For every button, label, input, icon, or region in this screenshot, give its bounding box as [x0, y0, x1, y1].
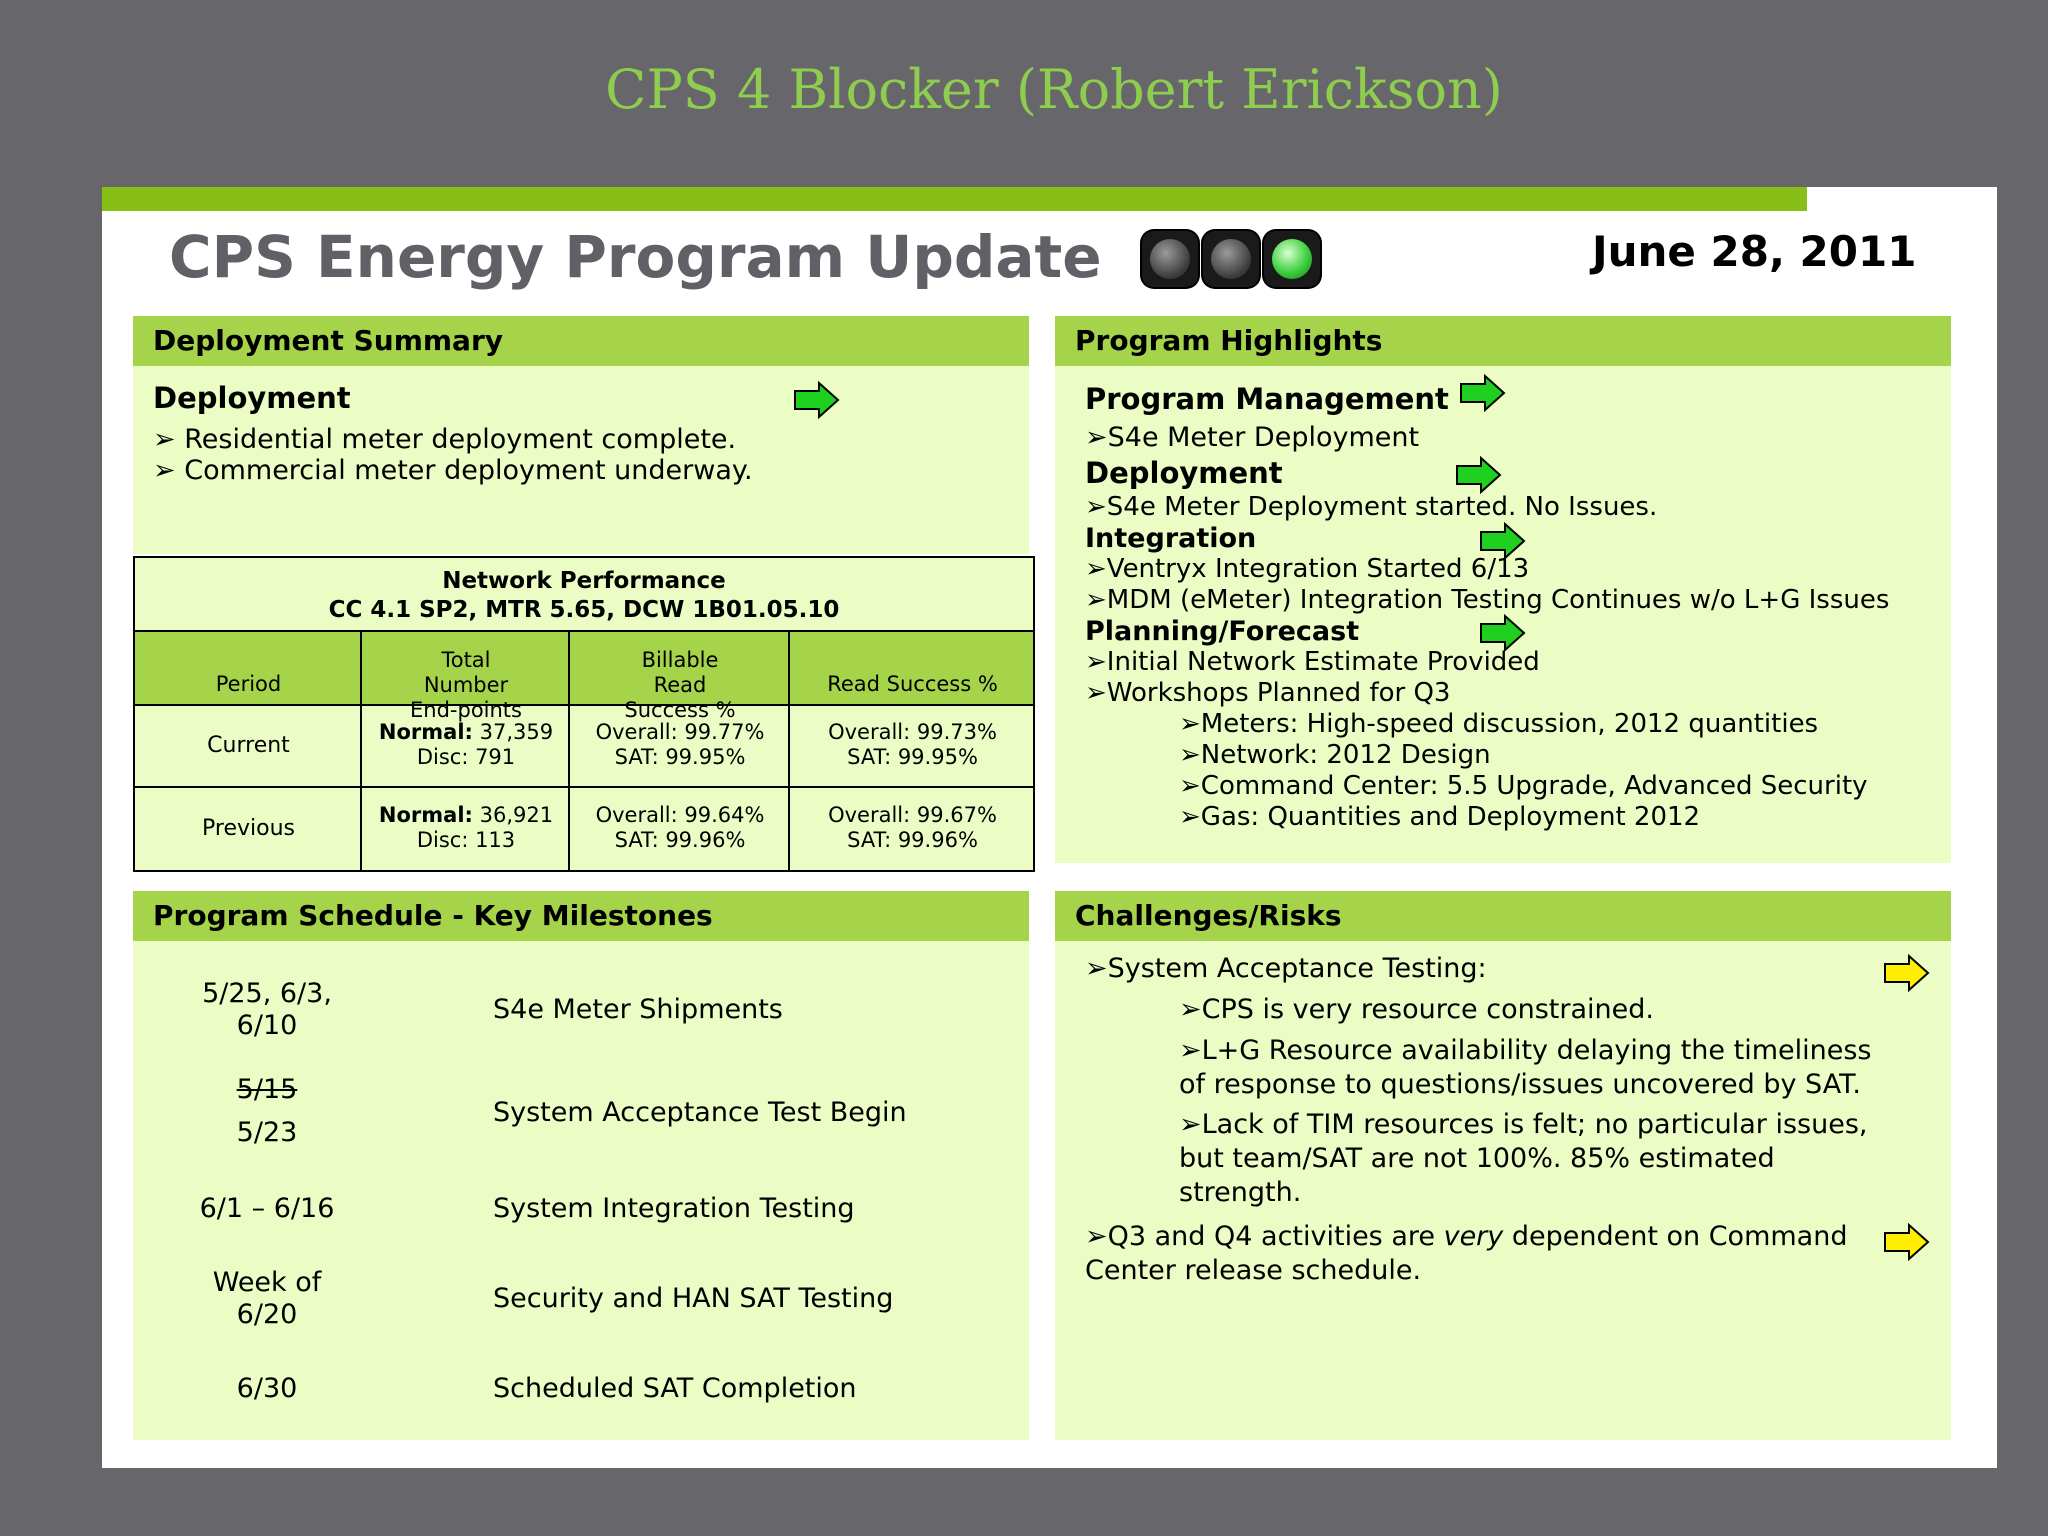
section-title: Planning/Forecast: [1085, 616, 1360, 647]
challenges-risks-panel: [1055, 891, 1951, 1440]
panel-heading: Deployment Summary: [133, 316, 1029, 366]
list-item: ➢Gas: Quantities and Deployment 2012: [1179, 802, 1701, 832]
list-item: ➢Network: 2012 Design: [1179, 740, 1491, 770]
list-item: ➢Lack of TIM resources is felt; no particular issues,: [1179, 1109, 1868, 1140]
table-cell-period: Previous: [202, 816, 295, 841]
table-cell-read: Overall: 99.67% SAT: 99.96%: [828, 803, 997, 852]
list-item: ➢L+G Resource availability delaying the timeliness: [1179, 1035, 1872, 1066]
program-schedule-panel: [133, 891, 1029, 1440]
program-highlights-panel: [1055, 316, 1951, 863]
milestone-date: 6/30: [236, 1373, 298, 1404]
column-header: Read Success %: [827, 672, 998, 696]
traffic-light-yellow: [1203, 231, 1259, 287]
list-item: ➢Workshops Planned for Q3: [1085, 678, 1451, 708]
network-performance-table: [133, 556, 1035, 872]
table-cell-endpoints: Normal: 37,359 Disc: 791: [378, 720, 554, 769]
report-date: June 28, 2011: [1592, 227, 1917, 276]
milestone-date: 5/23: [236, 1117, 298, 1148]
list-item: ➢S4e Meter Deployment started. No Issues.: [1085, 492, 1658, 522]
yellow-arrow-icon: [1883, 1223, 1931, 1261]
list-item: ➢Meters: High-speed discussion, 2012 quantities: [1179, 709, 1819, 739]
list-item-continuation: strength.: [1179, 1177, 1302, 1208]
table-title: Network Performance CC 4.1 SP2, MTR 5.65, DCW 1B01.05.10: [135, 558, 1033, 632]
column-header: Total Number End-points: [410, 648, 522, 722]
milestone-date: 6/1 – 6/16: [199, 1193, 335, 1224]
list-item: ➢CPS is very resource constrained.: [1179, 994, 1654, 1025]
panel-heading: Program Highlights: [1055, 316, 1951, 366]
milestone-label: S4e Meter Shipments: [493, 994, 783, 1025]
milestone-label: System Acceptance Test Begin: [493, 1097, 907, 1128]
milestone-label: Scheduled SAT Completion: [493, 1373, 857, 1404]
table-cell-endpoints: Normal: 36,921 Disc: 113: [378, 803, 554, 852]
slide-title: CPS 4 Blocker (Robert Erickson): [605, 58, 1503, 121]
section-title: Program Management: [1085, 382, 1449, 416]
column-header: Period: [215, 672, 282, 696]
accent-bar: [102, 187, 1807, 211]
list-item-continuation: Center release schedule.: [1085, 1255, 1422, 1286]
traffic-light-red: [1142, 231, 1198, 287]
list-item: ➢System Acceptance Testing:: [1085, 953, 1487, 984]
bullet-item: ➢ Residential meter deployment complete.: [153, 424, 737, 455]
green-arrow-icon: [793, 381, 841, 419]
list-item: ➢Command Center: 5.5 Upgrade, Advanced Security: [1179, 771, 1868, 801]
list-item-continuation: of response to questions/issues uncovered by SAT.: [1179, 1069, 1861, 1100]
traffic-light-green: [1264, 231, 1320, 287]
section-title: Integration: [1085, 523, 1257, 554]
section-title: Deployment: [1085, 456, 1283, 490]
list-item: ➢Initial Network Estimate Provided: [1085, 647, 1540, 677]
milestone-label: Security and HAN SAT Testing: [493, 1283, 894, 1314]
milestone-date-old: 5/15: [236, 1074, 298, 1105]
column-header: Billable Read Success %: [624, 648, 736, 722]
panel-heading: Program Schedule - Key Milestones: [133, 891, 1029, 941]
milestone-date: 5/25, 6/3, 6/10: [202, 978, 332, 1041]
table-cell-read: Overall: 99.73% SAT: 99.95%: [828, 720, 997, 769]
yellow-arrow-icon: [1883, 954, 1931, 992]
section-title: Deployment: [153, 381, 351, 415]
milestone-label: System Integration Testing: [493, 1193, 855, 1224]
list-item: ➢MDM (eMeter) Integration Testing Continues w/o L+G Issues: [1085, 585, 1890, 615]
green-arrow-icon: [1459, 374, 1507, 412]
green-arrow-icon: [1455, 456, 1503, 494]
list-item: ➢Ventryx Integration Started 6/13: [1085, 554, 1530, 584]
deployment-summary-panel: [133, 316, 1029, 554]
list-item: ➢S4e Meter Deployment: [1085, 422, 1420, 453]
panel-heading: Challenges/Risks: [1055, 891, 1951, 941]
table-cell-billable: Overall: 99.77% SAT: 99.95%: [595, 720, 765, 769]
list-item-continuation: but team/SAT are not 100%. 85% estimated: [1179, 1143, 1775, 1174]
bullet-item: ➢ Commercial meter deployment underway.: [153, 455, 753, 486]
list-item: ➢Q3 and Q4 activities are very dependent on Command: [1085, 1221, 1848, 1252]
milestone-date: Week of 6/20: [212, 1267, 322, 1330]
page-title: CPS Energy Program Update: [169, 223, 1102, 291]
table-cell-period: Current: [207, 733, 290, 758]
traffic-light-status: [1142, 231, 1320, 287]
table-cell-billable: Overall: 99.64% SAT: 99.96%: [595, 803, 765, 852]
